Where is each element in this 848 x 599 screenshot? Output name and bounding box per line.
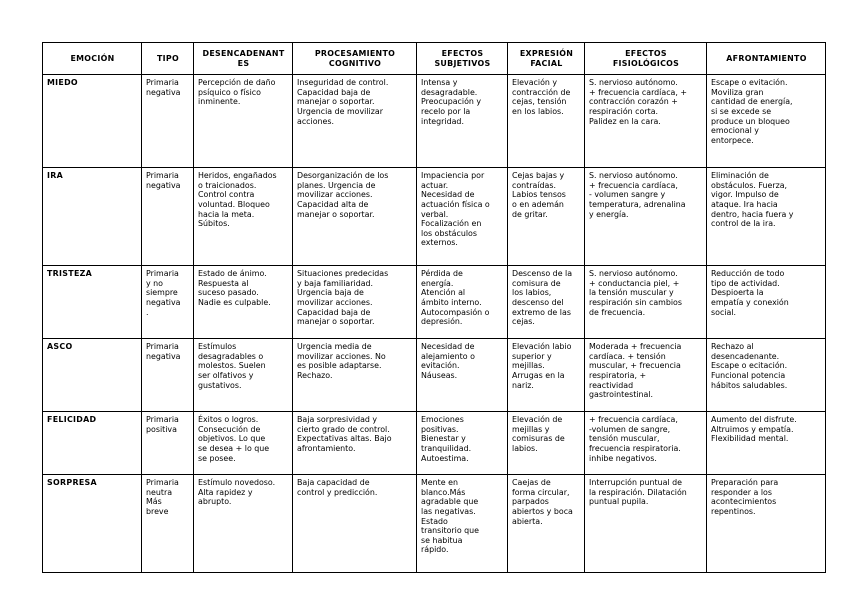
facial-cell: Descenso de la comisura de los labios, descenso del extremo de las cejas. <box>508 266 585 339</box>
header-facial: EXPRESIÓN FACIAL <box>508 43 585 75</box>
emotion-cell: MIEDO <box>43 75 142 168</box>
emotion-cell: IRA <box>43 168 142 266</box>
emotions-table <box>42 42 826 573</box>
table-row <box>43 412 826 475</box>
subjective-cell: Necesidad de alejamiento o evitación. Náuseas. <box>417 339 508 412</box>
subjective-cell: Emociones positivas. Bienestar y tranquilidad. Autoestima. <box>417 412 508 475</box>
type-cell: Primaria neutra Más breve <box>142 475 194 573</box>
triggers-cell: Estado de ánimo. Respuesta al suceso pasado. Nadie es culpable. <box>194 266 293 339</box>
cognitive-cell: Baja sorpresividad y cierto grado de control. Expectativas altas. Bajo afrontamiento. <box>293 412 417 475</box>
cognitive-cell: Inseguridad de control. Capacidad baja de manejar o soportar. Urgencia de movilizar acciones. <box>293 75 417 168</box>
header-physiological: EFECTOS FISIOLÓGICOS <box>585 43 707 75</box>
facial-cell: Elevación y contracción de cejas, tensión en los labios. <box>508 75 585 168</box>
cognitive-cell: Desorganización de los planes. Urgencia de movilizar acciones. Capacidad alta de manejar o soportar. <box>293 168 417 266</box>
cognitive-cell: Situaciones predecidas y baja familiaridad. Urgencia baja de movilizar acciones. Capacidad baja de manejar o soportar. <box>293 266 417 339</box>
header-emotion: EMOCIÓN <box>43 43 142 75</box>
emotion-cell: SORPRESA <box>43 475 142 573</box>
facial-cell: Elevación de mejillas y comisuras de labios. <box>508 412 585 475</box>
subjective-cell: Mente en blanco.Más agradable que las negativas. Estado transitorio que se habitua rápido. <box>417 475 508 573</box>
triggers-cell: Éxitos o logros. Consecución de objetivos. Lo que se desea + lo que se posee. <box>194 412 293 475</box>
emotion-cell: FELICIDAD <box>43 412 142 475</box>
emotion-cell: ASCO <box>43 339 142 412</box>
header-type: TIPO <box>142 43 194 75</box>
coping-cell: Rechazo al desencadenante. Escape o ecitación. Funcional potencia hábitos saludables. <box>707 339 826 412</box>
header-row <box>43 43 826 75</box>
coping-cell: Aumento del disfrute. Altruimos y empatía. Flexibilidad mental. <box>707 412 826 475</box>
physiological-cell: Interrupción puntual de la respiración. Dilatación puntual pupila. <box>585 475 707 573</box>
subjective-cell: Impaciencia por actuar. Necesidad de actuación física o verbal. Focalización en los obstáculos externos. <box>417 168 508 266</box>
triggers-cell: Estímulos desagradables o molestos. Suelen ser olfativos y gustativos. <box>194 339 293 412</box>
emotion-cell: TRISTEZA <box>43 266 142 339</box>
triggers-cell: Estímulo novedoso. Alta rapidez y abrupto. <box>194 475 293 573</box>
header-coping: AFRONTAMIENTO <box>707 43 826 75</box>
coping-cell: Reducción de todo tipo de actividad. Despioerta la empatía y conexión social. <box>707 266 826 339</box>
facial-cell: Cejas bajas y contraídas. Labios tensos o en ademán de gritar. <box>508 168 585 266</box>
type-cell: Primaria y no siempre negativa . <box>142 266 194 339</box>
table-row <box>43 168 826 266</box>
header-triggers: DESENCADENANT ES <box>194 43 293 75</box>
physiological-cell: Moderada + frecuencia cardíaca. + tensión muscular, + frecuencia respiratoria, + reactividad gastrointestinal. <box>585 339 707 412</box>
type-cell: Primaria negativa <box>142 168 194 266</box>
coping-cell: Eliminación de obstáculos. Fuerza, vigor. Impulso de ataque. Ira hacia dentro, hacia fuera y control de la ira. <box>707 168 826 266</box>
header-cognitive: PROCESAMIENTO COGNITIVO <box>293 43 417 75</box>
header-subjective: EFECTOS SUBJETIVOS <box>417 43 508 75</box>
physiological-cell: S. nervioso autónomo. + conductancia piel, + la tensión muscular y respiración sin cambios de frecuencia. <box>585 266 707 339</box>
coping-cell: Escape o evitación. Moviliza gran cantidad de energía, si se excede se produce un bloqueo emocional y entorpece. <box>707 75 826 168</box>
triggers-cell: Percepción de daño psíquico o físico inminente. <box>194 75 293 168</box>
table-row <box>43 266 826 339</box>
type-cell: Primaria negativa <box>142 339 194 412</box>
table-row <box>43 75 826 168</box>
physiological-cell: S. nervioso autónomo. + frecuencia cardíaca, + contracción corazón + respiración corta. Palidez en la cara. <box>585 75 707 168</box>
facial-cell: Caejas de forma circular, parpados abiertos y boca abierta. <box>508 475 585 573</box>
facial-cell: Elevación labio superior y mejillas. Arrugas en la nariz. <box>508 339 585 412</box>
type-cell: Primaria negativa <box>142 75 194 168</box>
cognitive-cell: Baja capacidad de control y predicción. <box>293 475 417 573</box>
coping-cell: Preparación para responder a los acontecimientos repentinos. <box>707 475 826 573</box>
table-row <box>43 475 826 573</box>
cognitive-cell: Urgencia media de movilizar acciones. No es posible adaptarse. Rechazo. <box>293 339 417 412</box>
physiological-cell: + frecuencia cardíaca, -volumen de sangre, tensión muscular, frecuencia respiratoria. inhibe negativos. <box>585 412 707 475</box>
type-cell: Primaria positiva <box>142 412 194 475</box>
table-row <box>43 339 826 412</box>
triggers-cell: Heridos, engañados o traicionados. Control contra voluntad. Bloqueo hacia la meta. Súbitos. <box>194 168 293 266</box>
physiological-cell: S. nervioso autónomo. + frecuencia cardíaca, - volumen sangre y temperatura, adrenalina y energía. <box>585 168 707 266</box>
subjective-cell: Intensa y desagradable. Preocupación y recelo por la integridad. <box>417 75 508 168</box>
subjective-cell: Pérdida de energía. Atención al ámbito interno. Autocompasión o depresión. <box>417 266 508 339</box>
